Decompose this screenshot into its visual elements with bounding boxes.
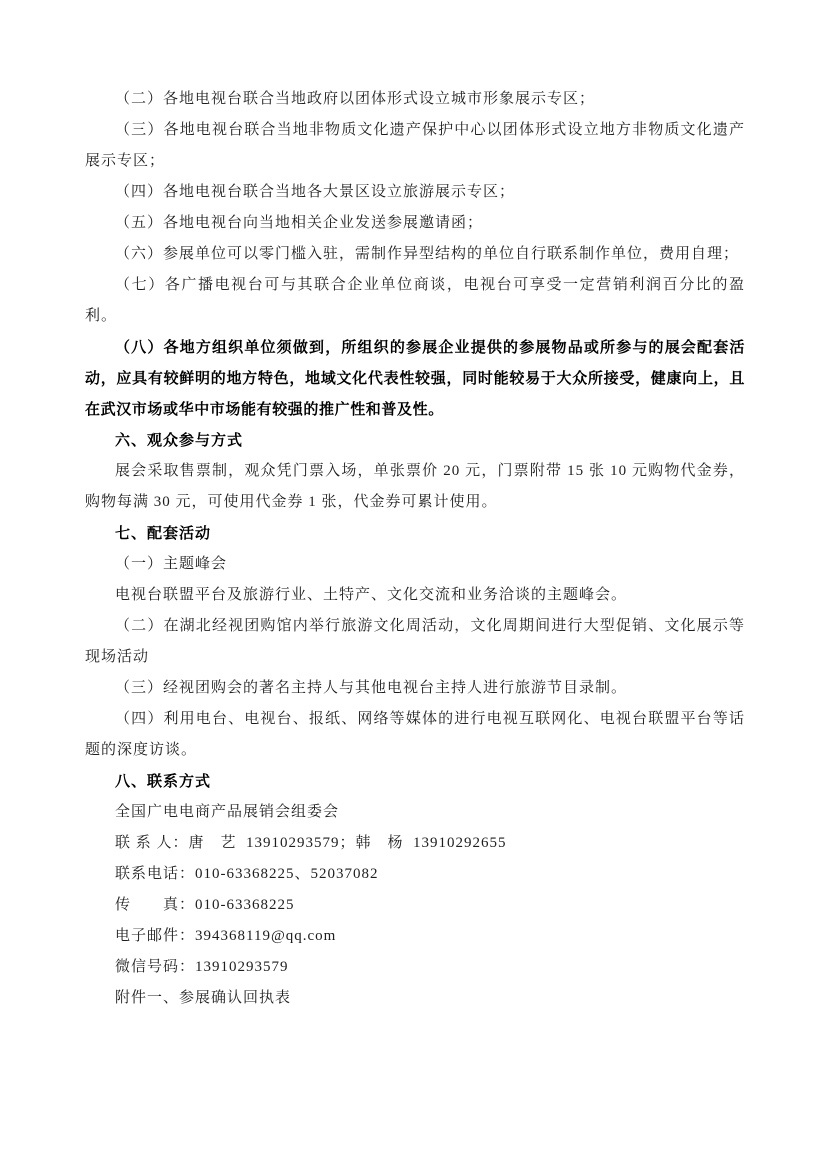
paragraph: （二）在湖北经视团购馆内举行旅游文化周活动，文化周期间进行大型促销、文化展示等现场活动 xyxy=(85,618,745,665)
paragraph: 全国广电电商产品展销会组委会 xyxy=(115,804,340,820)
paragraph: 联 系 人：唐 艺 13910293579；韩 杨 13910292655 xyxy=(115,835,507,851)
paragraph: 传 真：010-63368225 xyxy=(115,897,295,913)
paragraph: （四）利用电台、电视台、报纸、网络等媒体的进行电视互联网化、电视台联盟平台等话题的深度访谈。 xyxy=(85,711,745,758)
paragraph: 电视台联盟平台及旅游行业、土特产、文化交流和业务洽谈的主题峰会。 xyxy=(115,587,628,603)
paragraph: （五）各地电视台向当地相关企业发送参展邀请函； xyxy=(115,215,484,231)
paragraph: （六）参展单位可以零门槛入驻，需制作异型结构的单位自行联系制作单位，费用自理； xyxy=(115,246,740,262)
paragraph: （三）各地电视台联合当地非物质文化遗产保护中心以团体形式设立地方非物质文化遗产展示专区； xyxy=(85,122,745,169)
paragraph: （八）各地方组织单位须做到，所组织的参展企业提供的参展物品或所参与的展会配套活动，应具有较鲜明的地方特色，地域文化代表性较强，同时能较易于大众所接受，健康向上，且在武汉市场或华中市场能有较强的推广性和普及性。 xyxy=(85,339,745,418)
section-heading: 七、配套活动 xyxy=(115,525,212,542)
document-body xyxy=(85,84,745,1014)
paragraph: 附件一、参展确认回执表 xyxy=(115,990,292,1006)
paragraph: 电子邮件：394368119@qq.com xyxy=(115,928,337,944)
paragraph: （一）主题峰会 xyxy=(115,556,228,572)
paragraph: （四）各地电视台联合当地各大景区设立旅游展示专区； xyxy=(115,184,516,200)
paragraph: 展会采取售票制，观众凭门票入场，单张票价 20 元，门票附带 15 张 10 元购物代金券，购物每满 30 元，可使用代金券 1 张，代金券可累计使用。 xyxy=(85,463,745,510)
paragraph: （三）经视团购会的著名主持人与其他电视台主持人进行旅游节目录制。 xyxy=(115,680,628,696)
paragraph: 联系电话：010-63368225、52037082 xyxy=(115,866,379,882)
paragraph: 微信号码：13910293579 xyxy=(115,959,289,975)
section-heading: 八、联系方式 xyxy=(115,773,212,790)
paragraph: （二）各地电视台联合当地政府以团体形式设立城市形象展示专区； xyxy=(115,91,596,107)
section-heading: 六、观众参与方式 xyxy=(115,432,244,449)
paragraph: （七）各广播电视台可与其联合企业单位商谈，电视台可享受一定营销利润百分比的盈利。 xyxy=(85,277,745,324)
